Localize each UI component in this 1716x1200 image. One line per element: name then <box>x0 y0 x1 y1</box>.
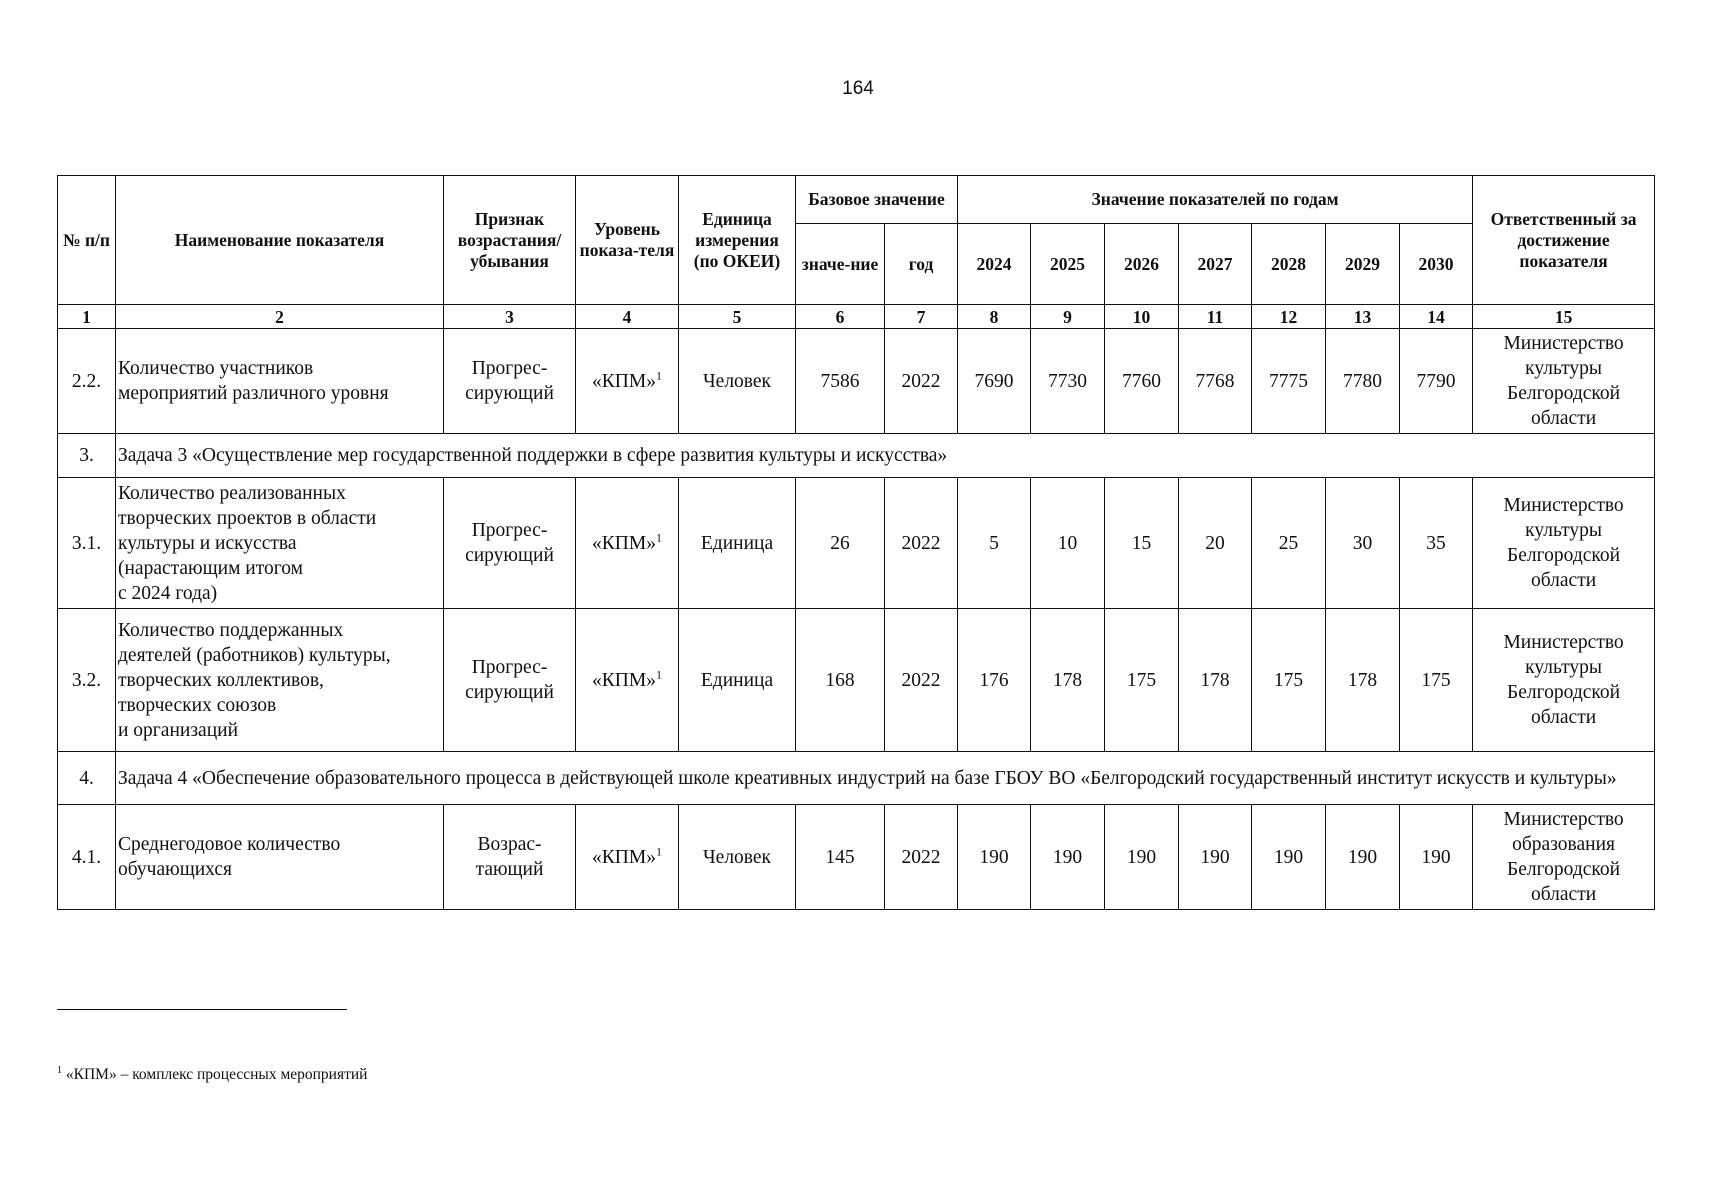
column-number: 10 <box>1105 305 1179 329</box>
year-value: 175 <box>1400 609 1473 752</box>
indicator-level-text: «КПМ» <box>592 669 656 691</box>
indicator-name-line: и организаций <box>118 719 238 741</box>
responsible-line: Министерство <box>1503 495 1624 516</box>
unit: Человек <box>679 805 796 910</box>
base-year: 2022 <box>885 329 958 434</box>
task-text: Задача 3 «Осуществление мер государственной поддержки в сфере развития культуры и искусства» <box>116 434 1655 478</box>
indicator-name-line: Количество участников <box>118 358 314 379</box>
trend <box>444 478 576 609</box>
base-value: 7586 <box>796 329 885 434</box>
column-number: 6 <box>796 305 885 329</box>
trend-line: Прогрес- <box>471 657 548 678</box>
trend-line: Прогрес- <box>471 358 548 379</box>
year-value: 10 <box>1031 478 1105 609</box>
responsible-line: Министерство <box>1503 809 1624 830</box>
unit: Единица <box>679 609 796 752</box>
trend <box>444 609 576 752</box>
responsible-line: Белгородской <box>1507 682 1621 703</box>
trend-line: сирующий <box>465 545 554 566</box>
footnote <box>57 1066 367 1084</box>
indicator-name-line: творческих коллективов, <box>118 669 324 691</box>
footnote-ref: 1 <box>655 368 662 382</box>
header-year-2027: 2027 <box>1179 224 1252 305</box>
trend-line: Прогрес- <box>471 520 548 541</box>
responsible-line: области <box>1530 707 1597 728</box>
responsible-line: области <box>1530 408 1597 429</box>
task-row <box>58 752 1655 805</box>
year-value: 7780 <box>1326 329 1400 434</box>
task-text: Задача 4 «Обеспечение образовательного процесса в действующей школе креативных индустрий на базе ГБОУ ВО «Белгородский государственный институт искусств и культуры» <box>116 752 1655 805</box>
column-number: 14 <box>1400 305 1473 329</box>
indicator-level <box>576 329 679 434</box>
year-value: 7690 <box>958 329 1031 434</box>
responsible-line: Белгородской <box>1507 859 1621 880</box>
indicator-level-text: «КПМ» <box>592 370 656 392</box>
responsible-line: Министерство <box>1503 333 1624 354</box>
responsible-line: образования <box>1512 834 1615 855</box>
indicator-level <box>576 609 679 752</box>
header-year-2025: 2025 <box>1031 224 1105 305</box>
table-row <box>58 805 1655 910</box>
indicator-name-line: с 2024 года) <box>118 582 218 604</box>
header-name: Наименование показателя <box>116 176 444 305</box>
indicator-level <box>576 478 679 609</box>
year-value: 20 <box>1179 478 1252 609</box>
year-value: 176 <box>958 609 1031 752</box>
indicator-level-text: «КПМ» <box>592 846 656 868</box>
year-value: 7790 <box>1400 329 1473 434</box>
column-numbers-row <box>58 305 1655 329</box>
year-value: 190 <box>1179 805 1252 910</box>
indicator-level <box>576 805 679 910</box>
footnote-ref: 1 <box>655 530 662 544</box>
footnote-ref: 1 <box>655 667 662 681</box>
indicator-name <box>116 478 444 609</box>
column-number: 8 <box>958 305 1031 329</box>
header-level: Уровень показа-теля <box>576 176 679 305</box>
indicator-name-line: культуры и искусства <box>118 532 297 554</box>
column-number: 5 <box>679 305 796 329</box>
base-value: 26 <box>796 478 885 609</box>
column-number: 15 <box>1473 305 1655 329</box>
responsible <box>1473 478 1655 609</box>
footnote-ref: 1 <box>655 844 662 858</box>
table-body <box>58 305 1655 910</box>
unit: Единица <box>679 478 796 609</box>
column-number: 4 <box>576 305 679 329</box>
header-base-year: год <box>885 224 958 305</box>
trend-line: сирующий <box>465 383 554 404</box>
row-number: 4. <box>58 752 116 805</box>
responsible-line: культуры <box>1525 358 1602 379</box>
year-value: 7760 <box>1105 329 1179 434</box>
base-value: 145 <box>796 805 885 910</box>
year-value: 25 <box>1252 478 1326 609</box>
responsible-line: культуры <box>1525 657 1602 678</box>
responsible-line: Белгородской <box>1507 545 1621 566</box>
indicator-name-line: (нарастающим итогом <box>118 557 303 579</box>
row-number: 3.1. <box>58 478 116 609</box>
responsible-line: Министерство <box>1503 632 1624 653</box>
table-row <box>58 609 1655 752</box>
indicator-name-line: деятелей (работников) культуры, <box>118 644 391 666</box>
indicator-name-line: творческих проектов в области <box>118 507 377 529</box>
column-number: 11 <box>1179 305 1252 329</box>
indicators-table <box>57 175 1655 910</box>
column-number: 7 <box>885 305 958 329</box>
header-no: № п/п <box>58 176 116 305</box>
column-number: 3 <box>444 305 576 329</box>
year-value: 175 <box>1105 609 1179 752</box>
header-year-2024: 2024 <box>958 224 1031 305</box>
year-value: 175 <box>1252 609 1326 752</box>
trend <box>444 329 576 434</box>
trend-line: тающий <box>475 859 544 880</box>
responsible <box>1473 609 1655 752</box>
indicator-name-line: обучающихся <box>118 859 232 880</box>
row-number: 4.1. <box>58 805 116 910</box>
column-number: 1 <box>58 305 116 329</box>
header-year-2029: 2029 <box>1326 224 1400 305</box>
footnote-sup: 1 <box>57 1064 62 1076</box>
year-value: 7730 <box>1031 329 1105 434</box>
trend <box>444 805 576 910</box>
base-year: 2022 <box>885 805 958 910</box>
year-value: 178 <box>1031 609 1105 752</box>
responsible-line: культуры <box>1525 520 1602 541</box>
indicator-level-text: «КПМ» <box>592 532 656 554</box>
responsible-line: Белгородской <box>1507 383 1621 404</box>
row-number: 3. <box>58 434 116 478</box>
indicator-name <box>116 329 444 434</box>
year-value: 190 <box>1031 805 1105 910</box>
responsible <box>1473 805 1655 910</box>
row-number: 3.2. <box>58 609 116 752</box>
responsible-line: области <box>1530 884 1597 905</box>
year-value: 178 <box>1179 609 1252 752</box>
year-value: 190 <box>958 805 1031 910</box>
indicator-name-line: творческих союзов <box>118 694 277 716</box>
page-number: 164 <box>842 78 874 99</box>
header-trend: Признак возрастания/ убывания <box>444 176 576 305</box>
header-unit: Единица измерения (по ОКЕИ) <box>679 176 796 305</box>
task-row <box>58 434 1655 478</box>
header-responsible: Ответственный за достижение показателя <box>1473 176 1655 305</box>
column-number: 12 <box>1252 305 1326 329</box>
year-value: 5 <box>958 478 1031 609</box>
table-header <box>58 176 1655 305</box>
header-base-value: значе-ние <box>796 224 885 305</box>
base-year: 2022 <box>885 478 958 609</box>
year-value: 30 <box>1326 478 1400 609</box>
indicator-name <box>116 805 444 910</box>
responsible-line: области <box>1530 570 1597 591</box>
column-number: 2 <box>116 305 444 329</box>
indicator-name-line: мероприятий различного уровня <box>118 383 389 404</box>
responsible <box>1473 329 1655 434</box>
base-value: 168 <box>796 609 885 752</box>
indicator-name <box>116 609 444 752</box>
header-year-2026: 2026 <box>1105 224 1179 305</box>
header-year-2028: 2028 <box>1252 224 1326 305</box>
header-base: Базовое значение <box>796 176 958 224</box>
year-value: 190 <box>1400 805 1473 910</box>
trend-line: сирующий <box>465 682 554 703</box>
footnote-text: «КПМ» – комплекс процессных мероприятий <box>65 1066 368 1083</box>
indicator-name-line: Среднегодовое количество <box>118 834 341 855</box>
table-row <box>58 478 1655 609</box>
column-number: 13 <box>1326 305 1400 329</box>
column-number: 9 <box>1031 305 1105 329</box>
year-value: 7768 <box>1179 329 1252 434</box>
row-number: 2.2. <box>58 329 116 434</box>
indicator-name-line: Количество поддержанных <box>118 619 344 641</box>
year-value: 190 <box>1105 805 1179 910</box>
year-value: 178 <box>1326 609 1400 752</box>
trend-line: Возрас- <box>477 834 542 855</box>
indicator-name-line: Количество реализованных <box>118 482 346 504</box>
table-row <box>58 329 1655 434</box>
header-year-2030: 2030 <box>1400 224 1473 305</box>
year-value: 190 <box>1252 805 1326 910</box>
year-value: 7775 <box>1252 329 1326 434</box>
year-value: 35 <box>1400 478 1473 609</box>
year-value: 15 <box>1105 478 1179 609</box>
unit: Человек <box>679 329 796 434</box>
base-year: 2022 <box>885 609 958 752</box>
footnote-separator <box>57 1009 347 1010</box>
header-years-group: Значение показателей по годам <box>958 176 1473 224</box>
year-value: 190 <box>1326 805 1400 910</box>
